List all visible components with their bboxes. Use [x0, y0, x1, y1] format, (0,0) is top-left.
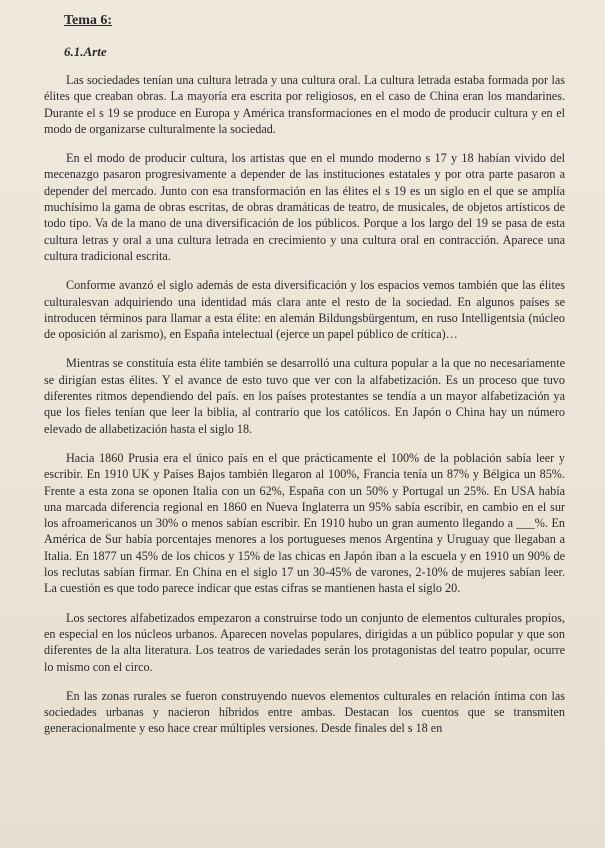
paragraph-5: Hacia 1860 Prusia era el único país en el que prácticamente el 100% de la población sabía leer y escribir. En 1910 UK y Países Bajos también llegaron al 100%, Francia tenía un 87% y Bélgica un 85%. Frente a esta zona se oponen Italia con un 62%, España con un 50% y Portugal un 25%. En USA había una marcada diferencia regional en 1860 en Nueva Inglaterra un 95% sabía escribir, en cambio en el sur los afroamericanos un 30% o menos sabían escribir. En 1910 hubo un gran aumento llegando a ___%. En América de Sur había porcentajes menores a los portugueses menos Argentina y Uruguay que llegaban a Italia. En 1877 un 45% de los chicos y 15% de las chicas en Japón iban a la escuela y en 1910 un 90% de los reclutas sabían firmar. En China en el siglo 17 un 30-45% de varones, 2-10% de mujeres sabían leer. La cuestión es que todo parece indicar que estas cifras se mantienen hasta el siglo 20. — [44, 450, 565, 596]
page-content — [44, 12, 565, 750]
paragraph-2: En el modo de producir cultura, los artistas que en el mundo moderno s 17 y 18 habían vivido del mecenazgo pasaron progresivamente a depender de las instituciones estatales y por otra parte pasaron a depender del mercado. Junto con esa transformación en las élites el s 19 es un siglo en el que se amplía muchísimo la gama de obras escritas, de obras dramáticas de teatro, de musicales, de objetos artísticos de todo tipo. Va de la mano de una diversificación de los públicos. Porque a los largo del 19 se pasa de esta cultura letras y oral a una cultura letrada en crecimiento y una cultura oral en contracción. Aparece una cultura tradicional escrita. — [44, 151, 565, 263]
topic-heading: Tema 6: — [64, 13, 113, 28]
section-subheading: 6.1.Arte — [64, 44, 107, 59]
paragraph-6: Los sectores alfabetizados empezaron a construirse todo un conjunto de elementos culturales propios, en especial en los núcleos urbanos. Aparecen novelas populares, dirigidas a un público popular y que son diferentes de la alta literatura. Los teatros de variedades serán los protagonistas del teatro popular, ocurre lo mismo con el circo. — [44, 610, 565, 674]
paragraph-4: Mientras se constituía esta élite también se desarrolló una cultura popular a la que no necesariamente se dirigían estas élites. Y el avance de esto tuvo que ver con la alfabetización. Es un proceso que tuvo diferentes ritmos dependiendo del país. en los países protestantes se tendía a un mayor alfabetización ya que los fieles tenían que leer la biblia, al contrario que los católicos. En Japón o China hay un número elevado de allabetización hasta el siglo 18. — [44, 356, 565, 436]
paragraph-1: Las sociedades tenían una cultura letrada y una cultura oral. La cultura letrada estaba formada por las élites que creaban obras. La mayoría era escrita por religiosos, en el caso de China eran los mandarines. Durante el s 19 se produce en Europa y América transformaciones en el modo de producir cultura y en el modo de organizarse culturalmente la sociedad. — [44, 73, 565, 136]
paragraph-3: Conforme avanzó el siglo además de esta diversificación y los espacios vemos también que las élites culturalesvan adquiriendo una identidad más clara ante el resto de la sociedad. En algunos países se introducen términos para llamar a esta élite: en alemán Bildungsbürgentum, en ruso Intelligentsia (núcleo de oposición al zarismo), en España intelectual (ejerce un papel público de crítica)… — [44, 278, 565, 342]
paragraph-7: En las zonas rurales se fueron construyendo nuevos elementos culturales en relación íntima con las sociedades urbanas y nacieron híbridos entre ambas. Destacan los cuentos que se transmiten generacionalmente y eso hace crear múltiples versiones. Desde finales del s 18 en — [44, 688, 565, 736]
